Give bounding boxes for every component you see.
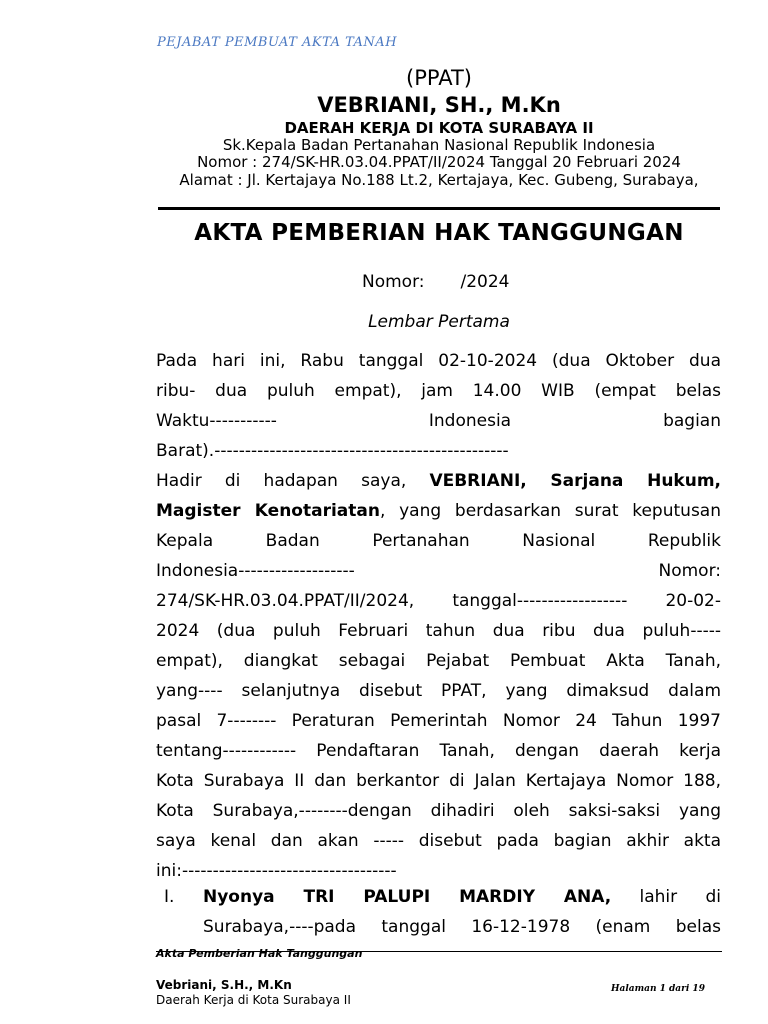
body-line: ini:-----------------------------------: [156, 861, 397, 881]
officer-name-bold: VEBRIANI, Sarjana Hukum,: [429, 471, 721, 491]
sheet-label: Lembar Pertama: [368, 312, 510, 332]
list-line: [203, 882, 721, 912]
body-line: Pada hari ini, Rabu tanggal 02-10-2024 (dua Oktober dua: [156, 351, 721, 371]
body-line: saya kenal dan akan ----- disebut pada bagian akhir akta: [156, 831, 721, 851]
number-value: /2024: [460, 272, 510, 292]
party-list-item: [156, 882, 721, 942]
body-line: ribu- dua puluh empat), jam 14.00 WIB (empat belas: [156, 381, 721, 401]
body-text: , yang berdasarkan surat keputusan: [379, 501, 721, 521]
decree-number: Nomor : 274/SK-HR.03.04.PPAT/II/2024 Tanggal 20 Februari 2024: [197, 153, 681, 171]
document-number: [362, 272, 510, 292]
body-line: Waktu----------- Indonesia bagian: [156, 411, 721, 431]
top-label: PEJABAT PEMBUAT AKTA TANAH: [157, 35, 398, 50]
decree-line: Sk.Kepala Badan Pertanahan Nasional Republik Indonesia: [222, 136, 656, 154]
list-text: lahir di: [611, 887, 721, 907]
document-title: AKTA PEMBERIAN HAK TANGGUNGAN: [194, 220, 684, 246]
body-line: Kepala Badan Pertanahan Nasional Republik: [156, 531, 721, 551]
body-line: Kota Surabaya II dan berkantor di Jalan Kertajaya Nomor 188,: [156, 771, 721, 791]
footer-work-area: Daerah Kerja di Kota Surabaya II: [156, 993, 351, 1007]
body-line: [156, 496, 721, 526]
document-body: [156, 346, 721, 886]
work-area: DAERAH KERJA DI KOTA SURABAYA II: [284, 119, 594, 137]
body-line: Barat).------------------------------------------------: [156, 441, 509, 461]
officer-name: VEBRIANI, SH., M.Kn: [317, 93, 561, 117]
list-body: [203, 882, 721, 942]
address-line: Alamat : Jl. Kertajaya No.188 Lt.2, Kertajaya, Kec. Gubeng, Surabaya,: [179, 171, 699, 189]
number-label: Nomor:: [362, 272, 425, 292]
ppat-heading: (PPAT): [406, 66, 472, 90]
body-line: empat), diangkat sebagai Pejabat Pembuat Akta Tanah,: [156, 651, 721, 671]
body-line: yang---- selanjutnya disebut PPAT, yang dimaksud dalam: [156, 681, 721, 701]
footer-officer-name: Vebriani, S.H., M.Kn: [156, 978, 292, 992]
list-marker: I.: [164, 887, 175, 907]
page-number: Halaman 1 dari 19: [611, 984, 705, 994]
list-line: Surabaya,----pada tanggal 16-12-1978 (enam belas: [203, 917, 721, 937]
body-line: 2024 (dua puluh Februari tahun dua ribu dua puluh-----: [156, 621, 721, 641]
body-line: tentang------------ Pendaftaran Tanah, dengan daerah kerja: [156, 741, 721, 761]
body-text: Hadir di hadapan saya,: [156, 471, 430, 491]
party-name: Nyonya TRI PALUPI MARDIY ANA,: [203, 887, 612, 907]
header-divider: [158, 207, 720, 210]
body-line: Indonesia------------------- Nomor:: [156, 561, 721, 581]
body-line: 274/SK-HR.03.04.PPAT/II/2024, tanggal------------------ 20-02-: [156, 591, 721, 611]
body-line: Kota Surabaya,--------dengan dihadiri oleh saksi-saksi yang: [156, 801, 721, 821]
officer-title-bold: Magister Kenotariatan: [156, 501, 380, 521]
body-line: pasal 7-------- Peraturan Pemerintah Nomor 24 Tahun 1997: [156, 711, 721, 731]
body-line: [156, 466, 721, 496]
footer-title: Akta Pemberian Hak Tanggungan: [156, 947, 363, 960]
